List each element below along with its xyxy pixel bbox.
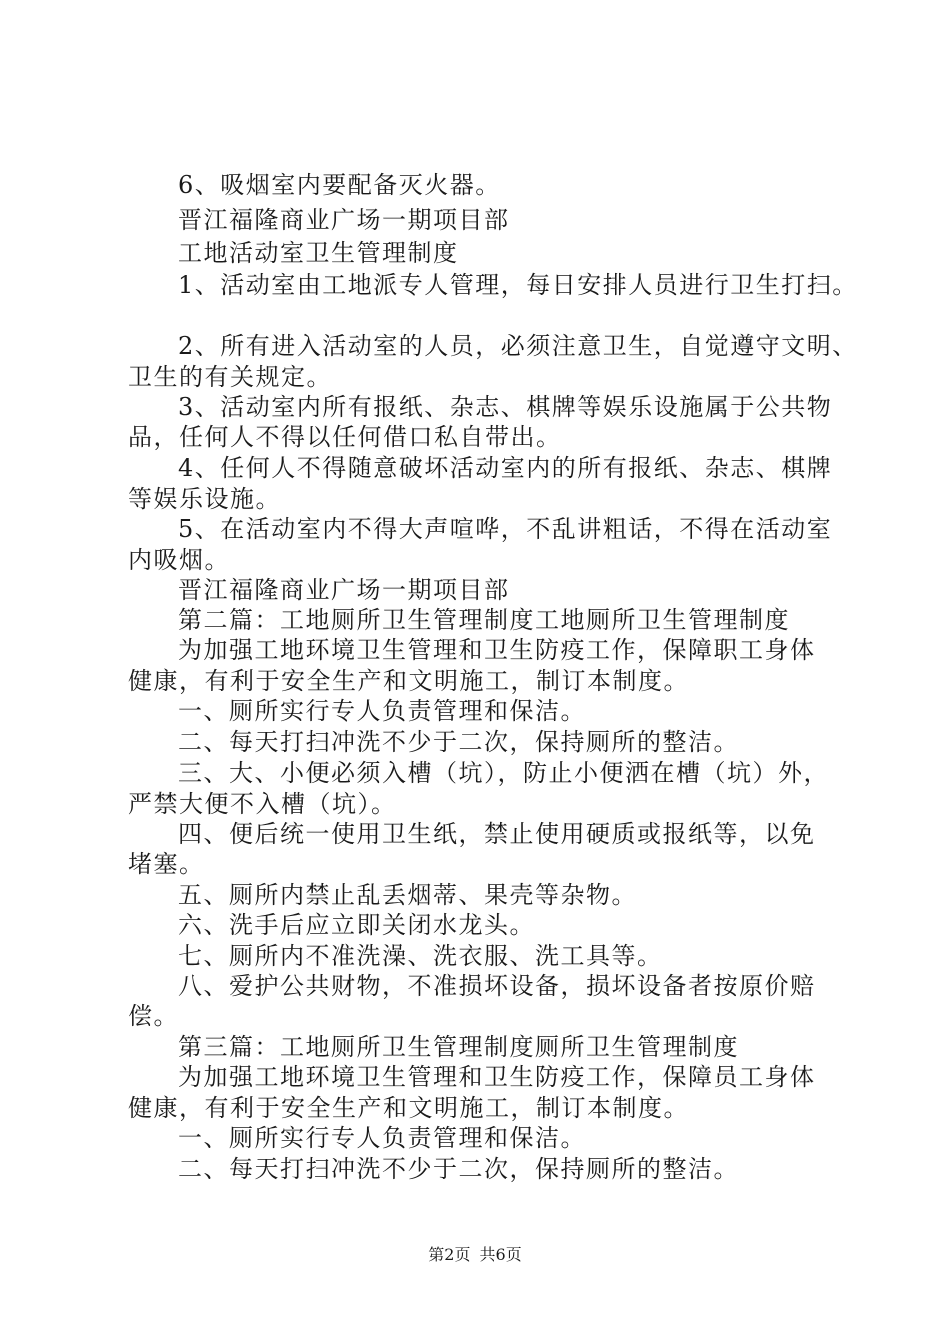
text-line: 品，任何人不得以任何借口私自带出。	[128, 423, 562, 451]
page-footer	[0, 1245, 950, 1265]
text-line: 2、所有进入活动室的人员，必须注意卫生，自觉遵守文明、	[178, 332, 858, 360]
text-line: 五、厕所内禁止乱丢烟蒂、果壳等杂物。	[178, 881, 637, 909]
text-line: 健康，有利于安全生产和文明施工，制订本制度。	[128, 1094, 689, 1122]
text-line: 七、厕所内不准洗澡、洗衣服、洗工具等。	[178, 942, 663, 970]
text-line: 严禁大便不入槽（坑）。	[128, 790, 397, 818]
text-line: 堵塞。	[128, 850, 205, 878]
text-line: 卫生的有关规定。	[128, 363, 332, 391]
text-line: 二、每天打扫冲洗不少于二次，保持厕所的整洁。	[178, 1155, 739, 1183]
section-heading: 工地活动室卫生管理制度	[178, 239, 459, 267]
text-line: 等娱乐设施。	[128, 485, 281, 513]
text-line: 一、厕所实行专人负责管理和保洁。	[178, 1124, 586, 1152]
text-line: 四、便后统一使用卫生纸，禁止使用硬质或报纸等，以免	[178, 820, 816, 848]
text-line: 为加强工地环境卫生管理和卫生防疫工作，保障职工身体	[178, 636, 816, 664]
page-number: 第2页	[428, 1245, 471, 1264]
text-line: 八、爱护公共财物，不准损坏设备，损坏设备者按原价赔	[178, 972, 816, 1000]
text-line: 1、活动室由工地派专人管理，每日安排人员进行卫生打扫。	[178, 271, 858, 299]
section-heading: 第三篇：工地厕所卫生管理制度厕所卫生管理制度	[178, 1033, 739, 1061]
text-line: 6、吸烟室内要配备灭火器。	[178, 171, 501, 199]
page-total: 共6页	[479, 1245, 522, 1264]
text-line: 六、洗手后应立即关闭水龙头。	[178, 911, 535, 939]
text-line: 晋江福隆商业广场一期项目部	[178, 206, 510, 234]
text-line: 偿。	[128, 1002, 179, 1030]
text-line: 健康，有利于安全生产和文明施工，制订本制度。	[128, 667, 689, 695]
text-line: 4、任何人不得随意破坏活动室内的所有报纸、杂志、棋牌	[178, 454, 833, 482]
section-heading: 第二篇：工地厕所卫生管理制度工地厕所卫生管理制度	[178, 606, 790, 634]
text-line: 晋江福隆商业广场一期项目部	[178, 576, 510, 604]
text-line: 三、大、小便必须入槽（坑），防止小便洒在槽（坑）外，	[178, 759, 829, 787]
text-line: 内吸烟。	[128, 546, 230, 574]
text-line: 3、活动室内所有报纸、杂志、棋牌等娱乐设施属于公共物	[178, 393, 833, 421]
text-line: 5、在活动室内不得大声喧哗，不乱讲粗话，不得在活动室	[178, 515, 833, 543]
text-line: 二、每天打扫冲洗不少于二次，保持厕所的整洁。	[178, 728, 739, 756]
text-line: 一、厕所实行专人负责管理和保洁。	[178, 697, 586, 725]
text-line: 为加强工地环境卫生管理和卫生防疫工作，保障员工身体	[178, 1063, 816, 1091]
